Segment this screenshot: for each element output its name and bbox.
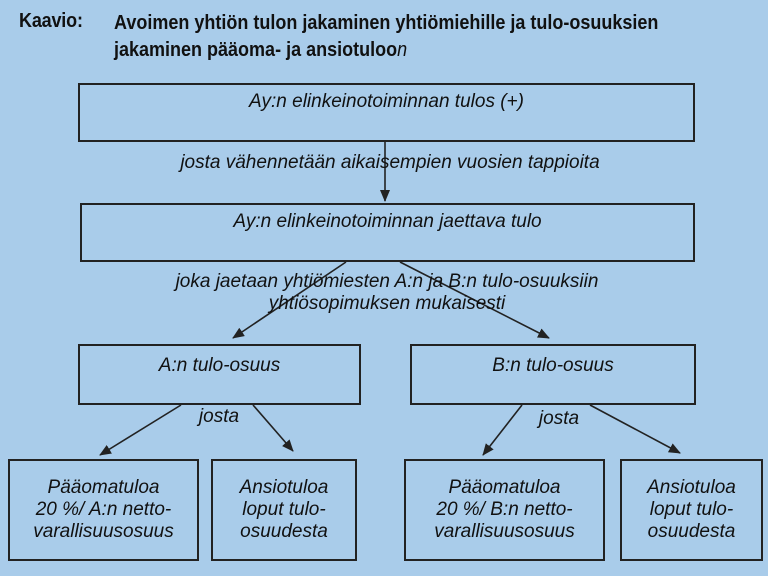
a-earned-line1: Ansiotuloa [239, 477, 329, 498]
losses-deducted-label: josta vähennetään aikaisempien vuosien tappioita [180, 152, 600, 173]
b-earned-income-text [647, 477, 736, 543]
b-earned-line3: osuudesta [647, 521, 736, 542]
a-capital-income-text [33, 477, 173, 543]
caption-title-line2-text: jakaminen pääoma- ja ansiotuloo [114, 39, 398, 61]
b-earned-line1: Ansiotuloa [647, 477, 736, 498]
b-earned-line2: loput tulo- [649, 499, 734, 520]
a-earned-line3: osuudesta [240, 521, 328, 542]
split-label-line2: yhtiösopimuksen mukaisesti [268, 293, 506, 314]
arrow-b-to-capital [483, 405, 522, 455]
split-label-line1: joka jaetaan yhtiömiesten A:n ja B:n tulo-osuuksiin [175, 271, 599, 292]
b-capital-line2: 20 %/ B:n netto- [436, 499, 573, 520]
split-label [100, 271, 674, 315]
a-capital-line3: varallisuusosuus [33, 521, 174, 542]
b-capital-line1: Pääomatuloa [448, 477, 561, 498]
caption-title-line2-italic: n [397, 39, 408, 61]
a-capital-line2: 20 %/ A:n netto- [35, 499, 172, 520]
of-which-a-label: josta [198, 406, 240, 427]
arrow-a-to-capital [100, 405, 181, 455]
a-capital-line1: Pääomatuloa [47, 477, 160, 498]
a-earned-line2: loput tulo- [242, 499, 326, 520]
caption-title-line1: Avoimen yhtiön tulon jakaminen yhtiömiehille ja tulo-osuuksien [114, 12, 659, 34]
a-earned-income-text [240, 477, 329, 543]
b-capital-income-box [404, 459, 605, 561]
of-which-b-label: josta [538, 408, 580, 429]
distributable-income-box: Ay:n elinkeinotoiminnan jaettava tulo [80, 203, 695, 262]
arrow-a-to-earned [253, 405, 293, 451]
a-capital-income-box [8, 459, 199, 561]
b-capital-line3: varallisuusosuus [434, 521, 575, 542]
b-earned-income-box [620, 459, 763, 561]
a-earned-income-box [211, 459, 357, 561]
b-share-box: B:n tulo-osuus [410, 344, 696, 405]
b-capital-income-text [434, 477, 574, 543]
arrow-b-to-earned [590, 405, 680, 453]
a-share-box: A:n tulo-osuus [78, 344, 361, 405]
business-profit-box: Ay:n elinkeinotoiminnan tulos (+) [78, 83, 695, 142]
caption-label: Kaavio: [19, 10, 83, 32]
